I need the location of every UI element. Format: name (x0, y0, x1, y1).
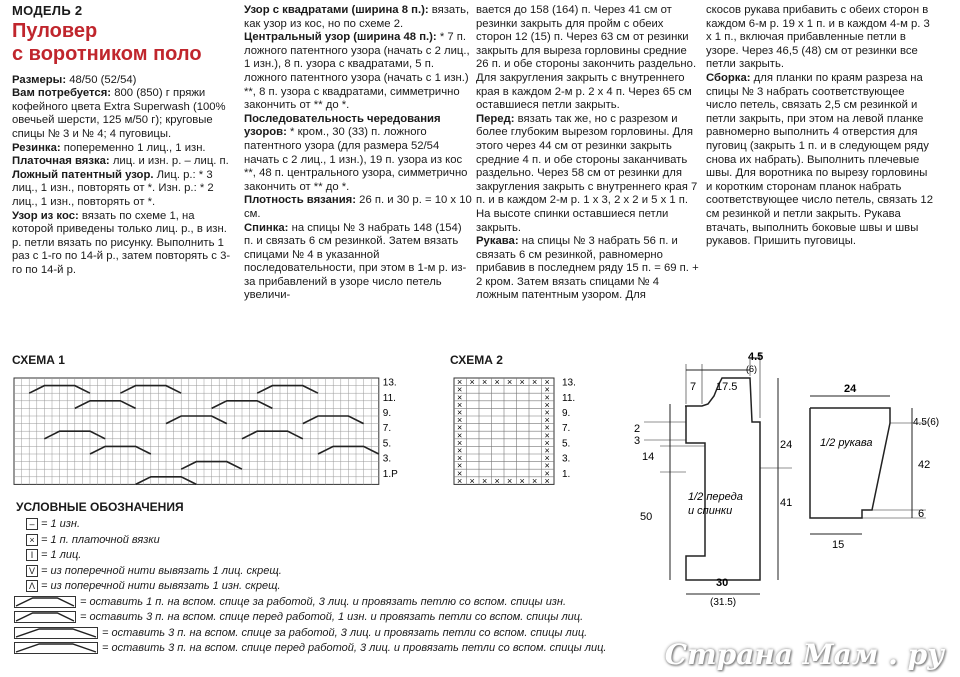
legend-symbol-icon: V (26, 565, 38, 577)
body-outline (685, 378, 760, 580)
legend-item (26, 518, 80, 531)
legend-symbol-icon: Λ (26, 580, 38, 592)
garter-mark: × (544, 415, 550, 426)
legend-item (14, 596, 566, 609)
garter-mark: × (457, 392, 463, 403)
garter-mark: × (469, 475, 475, 486)
dim-left-b: 3 (634, 435, 641, 447)
garter-mark: × (507, 377, 513, 388)
garter-mark: × (544, 392, 550, 403)
dim-right-b: 41 (780, 497, 793, 509)
garter-mark: × (507, 475, 513, 486)
schema-1-chart (10, 374, 410, 486)
central-pattern: Центральный узор (ширина 48 п.): * 7 п. ложного патентного узора (начать с 2 лиц., 1 изн.), 8 п. узора с квадратами, 5 п. ложного патентного узора (начать с 1 изн.) **, 8 п. узора с квадратами, симметрично закончить от ** до *. (244, 31, 470, 112)
garter-mark: × (457, 377, 463, 388)
garter-mark: × (457, 437, 463, 448)
garter-mark: × (544, 460, 550, 471)
column-2 (244, 4, 472, 303)
row-number: 5. (382, 438, 392, 450)
legend-cable-icon (14, 596, 76, 608)
body-label-1: 1/2 переда (688, 491, 743, 503)
dim-sleeve-bottom: 15 (832, 539, 845, 548)
schema-2-grid (454, 377, 554, 486)
garter-mark: × (544, 377, 550, 388)
dim-right-a: 24 (780, 439, 793, 451)
garter-mark: × (544, 384, 550, 395)
legend-text: = 1 изн. (41, 518, 80, 530)
legend-text: = оставить 3 п. на вспом. спице перед работой, 3 лиц. и провязать петли со вспом. спицы лиц. (102, 642, 607, 654)
garter-mark: × (457, 422, 463, 433)
legend-text: = из поперечной нити вывязать 1 лиц. скрещ. (41, 564, 282, 577)
column-4 (706, 4, 936, 249)
row-number: 9. (382, 408, 392, 419)
schema-2-label: СХЕМА 2 (450, 353, 503, 367)
legend-cable-icon (14, 627, 98, 639)
garter-mark: × (457, 407, 463, 418)
title-line-2: с воротником поло (12, 42, 202, 65)
garter-mark: × (544, 445, 550, 456)
garter-mark: × (532, 377, 538, 388)
dim-shoulder-drop: 4.5 (748, 351, 764, 363)
row-number: 3. (382, 453, 392, 465)
dim-sleeve-right-b: 42 (918, 459, 931, 471)
title-line-1: Пуловер (12, 19, 98, 42)
sizes: Размеры: 48/50 (52/54) (12, 73, 137, 86)
garter-mark: × (544, 407, 550, 418)
rib-stitch: Резинка: попеременно 1 лиц., 1 изн. (12, 141, 206, 154)
row-number: 7. (382, 423, 392, 435)
legend-text: = 1 п. платочной вязки (41, 533, 160, 546)
page-title (12, 20, 237, 66)
garter-mark: × (544, 399, 550, 410)
body-label-2: и спинки (688, 505, 733, 517)
legend-item (26, 565, 282, 578)
legend-cable-icon (14, 642, 98, 654)
garter-mark: × (532, 475, 538, 486)
legend-symbol-icon: I (26, 549, 38, 561)
schema-1-row-numbers (383, 378, 398, 480)
pattern-sequence: Последовательность чередования узоров: * кром., 30 (33) п. ложного патентного узора (для размера 52/54 начать с 2 лиц., 1 изн.), 19 п. узора из кос **, 48 п. центрального узора, симметрично закончить от ** до *. (244, 112, 468, 193)
garter-stitch: Платочная вязка: лиц. и изн. р. – лиц. п. (12, 155, 229, 168)
materials: Вам потребуется: 800 (850) г пряжи кофейного цвета Extra Superwash (100% овечьей шерсти, 125 м/50 г); круговые спицы № 3 и № 4; 4 пуговицы. (12, 87, 226, 140)
legend-text: = оставить 1 п. на вспом. спице за работой, 3 лиц. и провязать петлю со вспом. спицы изн. (80, 595, 567, 608)
garter-mark: × (457, 445, 463, 456)
dim-shoulder-drop-alt: (6) (746, 364, 757, 374)
garter-mark: × (519, 377, 525, 388)
dim-sleeve-right-a: 4.5(6) (913, 417, 940, 428)
garter-mark: × (457, 468, 463, 479)
legend-text: = 1 лиц. (41, 549, 82, 561)
assembly-instructions: Сборка: для планки по краям разреза на спицы № 3 набрать соответствующее число петель, связать 2,5 см резинкой и петли закрыть, при этом на левой планке равномерно выполнить 4 отверстия для пуговиц (закрыть 1 п. и в следующем ряду снова их набрать). Выполнить плечевые швы. Для воротника по вырезу горловины и коротким сторонам планок набрать соответствующее число петель, связать 12 см резинкой и петли закрыть. Рукава втачать, выполнить боковые швы и швы рукавов. Пришить пуговицы. (706, 71, 934, 248)
garter-mark: × (544, 453, 550, 464)
row-number: 11. (562, 392, 576, 404)
garter-mark: × (457, 430, 463, 441)
garter-mark: × (544, 430, 550, 441)
dim-bottom: 30 (716, 577, 729, 589)
watermark-logo: Страна Мам . ру (664, 638, 944, 671)
legend-item (26, 549, 81, 562)
legend-title: УСЛОВНЫЕ ОБОЗНАЧЕНИЯ (16, 500, 184, 514)
front-instructions: Перед: вязать так же, но с разрезом и более глубоким вырезом горловины. Для этого через 44 см от резинки закрыть средние 4 п. и обе стороны заканчивать раздельно. Через 58 см от резинки для закругления закрыть с внутреннего края 7 п. и в каждом 2-м р. 1 х 3, 2 х 2 и 5 х 1 п. На высоте спинки оставшиеся петли закрыть. (476, 112, 698, 234)
garter-mark: × (494, 475, 500, 486)
square-pattern: Узор с квадратами (ширина 8 п.): вязать, как узор из кос, но по схеме 2. (244, 4, 470, 30)
sleeve-pattern (800, 378, 950, 548)
legend-cable-icon (14, 611, 76, 623)
legend-symbol-icon: – (26, 518, 38, 530)
garter-mark: × (457, 384, 463, 395)
garter-mark: × (544, 475, 550, 486)
garter-mark: × (544, 422, 550, 433)
row-number: 5. (562, 438, 571, 450)
sleeve-instructions: Рукава: на спицы № 3 набрать 56 п. и связать 6 см резинкой, равномерно прибавив в последнем ряду 15 п. = 69 п. + 2 кром. Затем вязать спицами № 4 ложным патентным узором. Для (476, 235, 699, 302)
dim-left-a: 2 (634, 423, 641, 435)
row-number: 9. (562, 408, 571, 419)
dim-bottom-alt: (31.5) (710, 597, 737, 608)
garter-mark: × (457, 475, 463, 486)
column-3 (476, 4, 700, 303)
garter-mark: × (482, 377, 488, 388)
dim-left-c: 14 (642, 451, 655, 463)
row-number: 13. (562, 377, 576, 389)
legend-item (26, 534, 160, 547)
row-number: 1. (562, 468, 571, 480)
schema-2-row-numbers (562, 378, 576, 480)
garter-mark: × (482, 475, 488, 486)
false-patent: Ложный патентный узор. Лиц. р.: * 3 лиц., 1 изн., повторять от *. Изн. р.: * 2 лиц., 1 изн., повторять от *. (12, 168, 214, 208)
row-number: 7. (562, 423, 571, 435)
braid-pattern: Узор из кос: вязать по схеме 1, на которой приведены только лиц. р., в изн. р. петли вязать по рисунку. Выполнить 1 раз с 1-го по 14-й р., затем повторять с 3-го по 14-й р. (12, 209, 231, 276)
garter-mark: × (544, 468, 550, 479)
gauge: Плотность вязания: 26 п. и 30 р. = 10 х 10 см. (244, 194, 472, 220)
legend-item (14, 611, 583, 624)
garter-mark: × (457, 453, 463, 464)
garter-mark: × (457, 460, 463, 471)
legend-text: = оставить 3 п. на вспом. спице перед работой, 1 изн. и провязать петли со вспом. спицы лиц. (80, 611, 584, 623)
legend-text: = оставить 3 п. на вспом. спице за работой, 3 лиц. и провязать петли со вспом. спицы лиц. (102, 626, 588, 639)
garter-mark: × (544, 437, 550, 448)
sleeve-label: 1/2 рукава (820, 437, 873, 449)
garter-mark: × (457, 399, 463, 410)
dim-sleeve-top: 24 (844, 383, 857, 395)
schema-2-chart (450, 374, 610, 486)
row-number: 1.Р (382, 468, 398, 480)
schema-1-label: СХЕМА 1 (12, 353, 65, 367)
garter-mark: × (457, 415, 463, 426)
row-number: 3. (562, 453, 571, 465)
row-number: 11. (382, 392, 396, 404)
dim-shoulder: 17.5 (716, 381, 738, 393)
legend-item (14, 627, 587, 640)
garter-mark: × (494, 377, 500, 388)
garter-mark: × (519, 475, 525, 486)
model-number: МОДЕЛЬ 2 (12, 3, 83, 18)
legend-item (14, 642, 606, 655)
column-1 (12, 4, 237, 278)
dim-neck: 7 (690, 381, 697, 393)
body-pattern (620, 348, 800, 610)
garter-mark: × (469, 377, 475, 388)
legend-item (26, 580, 281, 593)
back-continued: вается до 158 (164) п. Через 41 см от резинки закрыть для пройм с обеих сторон 12 (15) п. Через 63 см от резинки закрыть для выреза горловины средние 26 п. и обе стороны закончить раздельно. Для закругления закрыть с внутреннего края в каждом 2-м р. 2 х 4 п. Через 65 см оставшиеся петли закрыть. (476, 4, 697, 112)
dim-left-d: 50 (640, 511, 653, 523)
back-instructions: Спинка: на спицы № 3 набрать 148 (154) п. и связать 6 см резинкой. Затем вязать спицами № 4 в указанной последовательности, при этом в 1-м р. из-за прибавлений в узоре число петель увеличи- (244, 221, 467, 302)
legend-symbol-icon: × (26, 534, 38, 546)
legend-text: = из поперечной нити вывязать 1 изн. скрещ. (41, 580, 281, 592)
row-number: 13. (382, 377, 397, 389)
sleeve-outline (810, 408, 890, 518)
dim-sleeve-right-c: 6 (918, 508, 925, 520)
sleeve-continued: скосов рукава прибавить с обеих сторон в каждом 6-м р. 19 х 1 п. и в каждом 4-м р. 3 х 1 п., включая прибавленные петли в узоре. Через 46,5 (48) см от резинки все петли закрыть. (706, 4, 930, 71)
